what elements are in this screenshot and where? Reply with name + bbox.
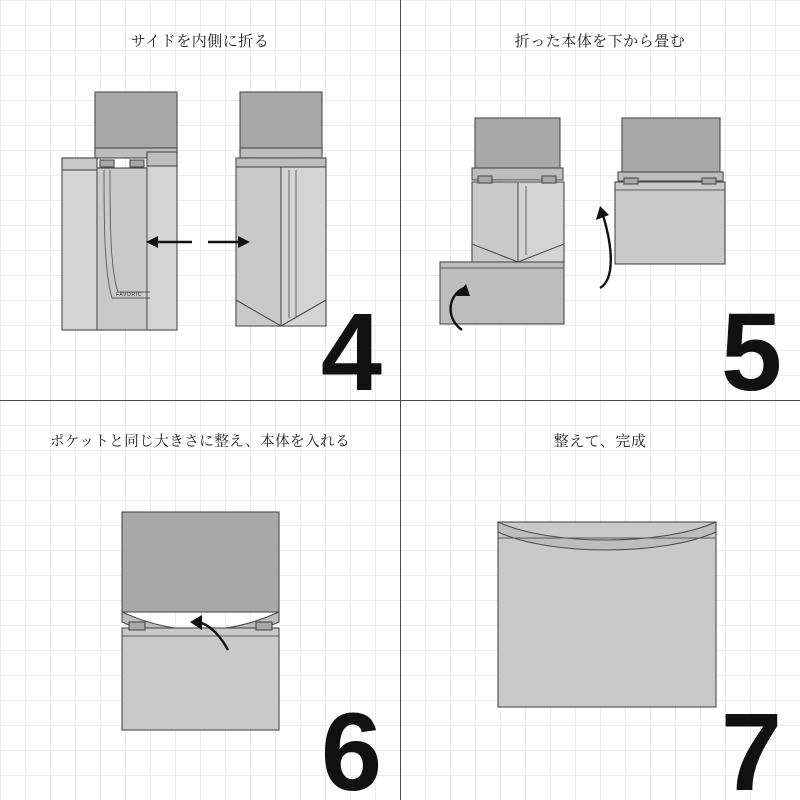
step-panel-7 <box>400 400 800 800</box>
step-number-4: 4 <box>320 291 382 400</box>
step-panel-5 <box>400 0 800 400</box>
step-number-6: 6 <box>320 691 382 800</box>
step-caption-4: サイドを内側に折る <box>130 33 270 50</box>
brand-label: FAVORIC <box>116 292 142 298</box>
step-number-7: 7 <box>720 691 782 800</box>
step-panel-6 <box>0 400 400 800</box>
step-panel-4 <box>0 0 400 400</box>
step-caption-5: 折った本体を下から畳む <box>514 33 686 50</box>
step-number-5: 5 <box>720 291 782 400</box>
step-caption-7: 整えて、完成 <box>553 433 647 450</box>
step-caption-6: ポケットと同じ大きさに整え、本体を入れる <box>49 434 351 450</box>
